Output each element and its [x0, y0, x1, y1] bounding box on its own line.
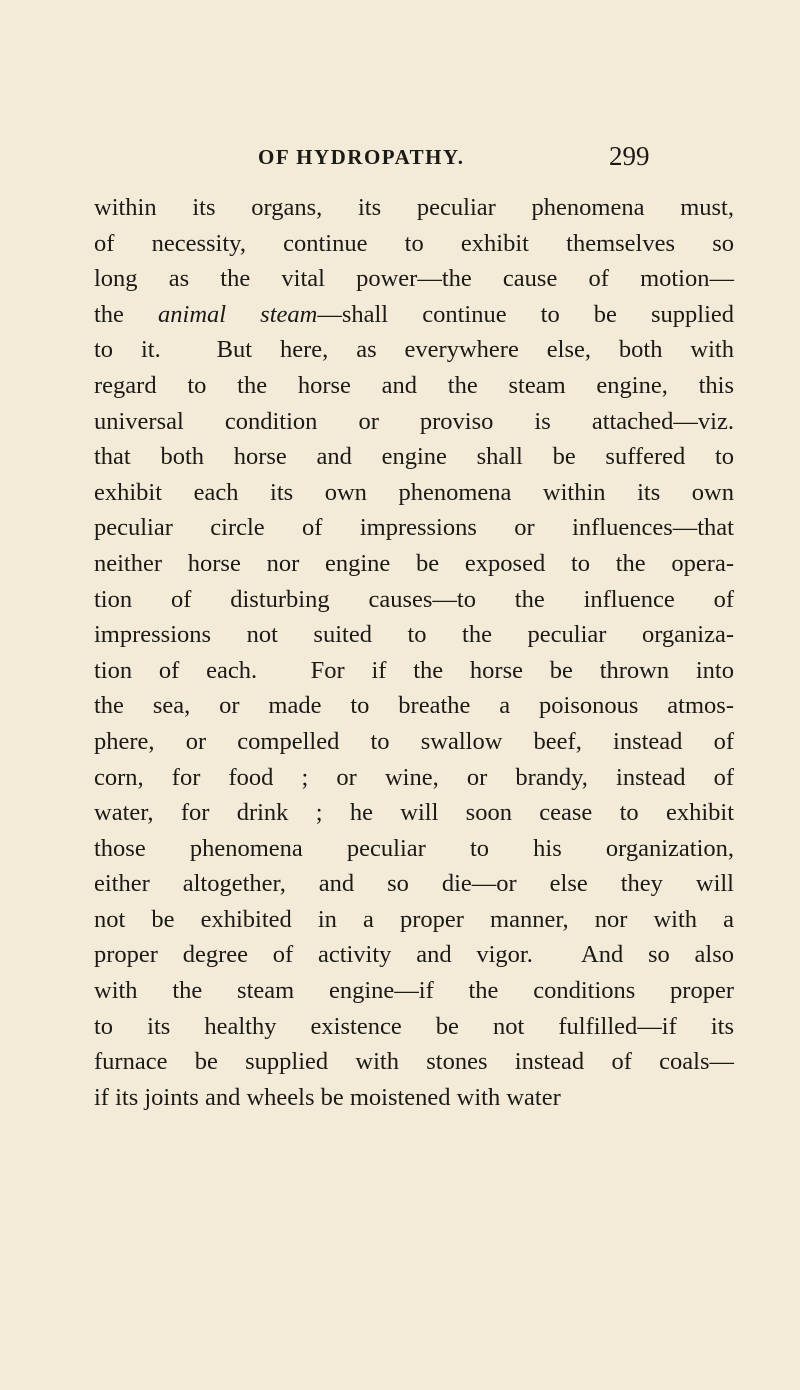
- text-line: peculiar circle of impressions or influences—that: [94, 514, 734, 542]
- body-text: [94, 190, 734, 1115]
- text-line: not be exhibited in a proper manner, nor with a: [94, 905, 734, 933]
- text-line: corn, for food ; or wine, or brandy, instead of: [94, 763, 734, 791]
- text-line: universal condition or proviso is attached—viz.: [94, 407, 734, 435]
- text-line: neither horse nor engine be exposed to the opera-: [94, 549, 734, 577]
- text-line: if its joints and wheels be moistened with water: [94, 1083, 561, 1111]
- text-line: proper degree of activity and vigor. And so also: [94, 941, 734, 969]
- text-line: phere, or compelled to swallow beef, instead of: [94, 727, 734, 755]
- running-head: [0, 141, 800, 175]
- text-line: that both horse and engine shall be suffered to: [94, 443, 734, 471]
- text-line: the sea, or made to breathe a poisonous atmos-: [94, 692, 734, 720]
- text-line: either altogether, and so die—or else they will: [94, 870, 734, 898]
- text-line: within its organs, its peculiar phenomena must,: [94, 194, 734, 221]
- text-line: tion of disturbing causes—to the influence of: [94, 585, 734, 613]
- running-title: OF HYDROPATHY.: [258, 145, 465, 169]
- text-line: furnace be supplied with stones instead of coals—: [94, 1048, 734, 1076]
- text-line: exhibit each its own phenomena within its own: [94, 478, 734, 506]
- text-line: with the steam engine—if the conditions proper: [94, 977, 734, 1005]
- text-line: regard to the horse and the steam engine, this: [94, 371, 734, 399]
- text-line: of necessity, continue to exhibit themselves so: [94, 229, 734, 257]
- page-number: 299: [609, 141, 650, 171]
- text-line: long as the vital power—the cause of motion—: [94, 265, 734, 293]
- text-line: to its healthy existence be not fulfilled—if its: [94, 1012, 734, 1040]
- italic-phrase: animal steam: [158, 300, 318, 328]
- text-line: tion of each. For if the horse be thrown into: [94, 656, 734, 684]
- text-line: to it. But here, as everywhere else, both with: [94, 336, 734, 364]
- text-line: impressions not suited to the peculiar organiza-: [94, 621, 734, 649]
- text-line: water, for drink ; he will soon cease to exhibit: [94, 799, 734, 827]
- text-line: the animal steam—shall continue to be supplied: [94, 300, 735, 328]
- text-line: those phenomena peculiar to his organization,: [94, 834, 734, 862]
